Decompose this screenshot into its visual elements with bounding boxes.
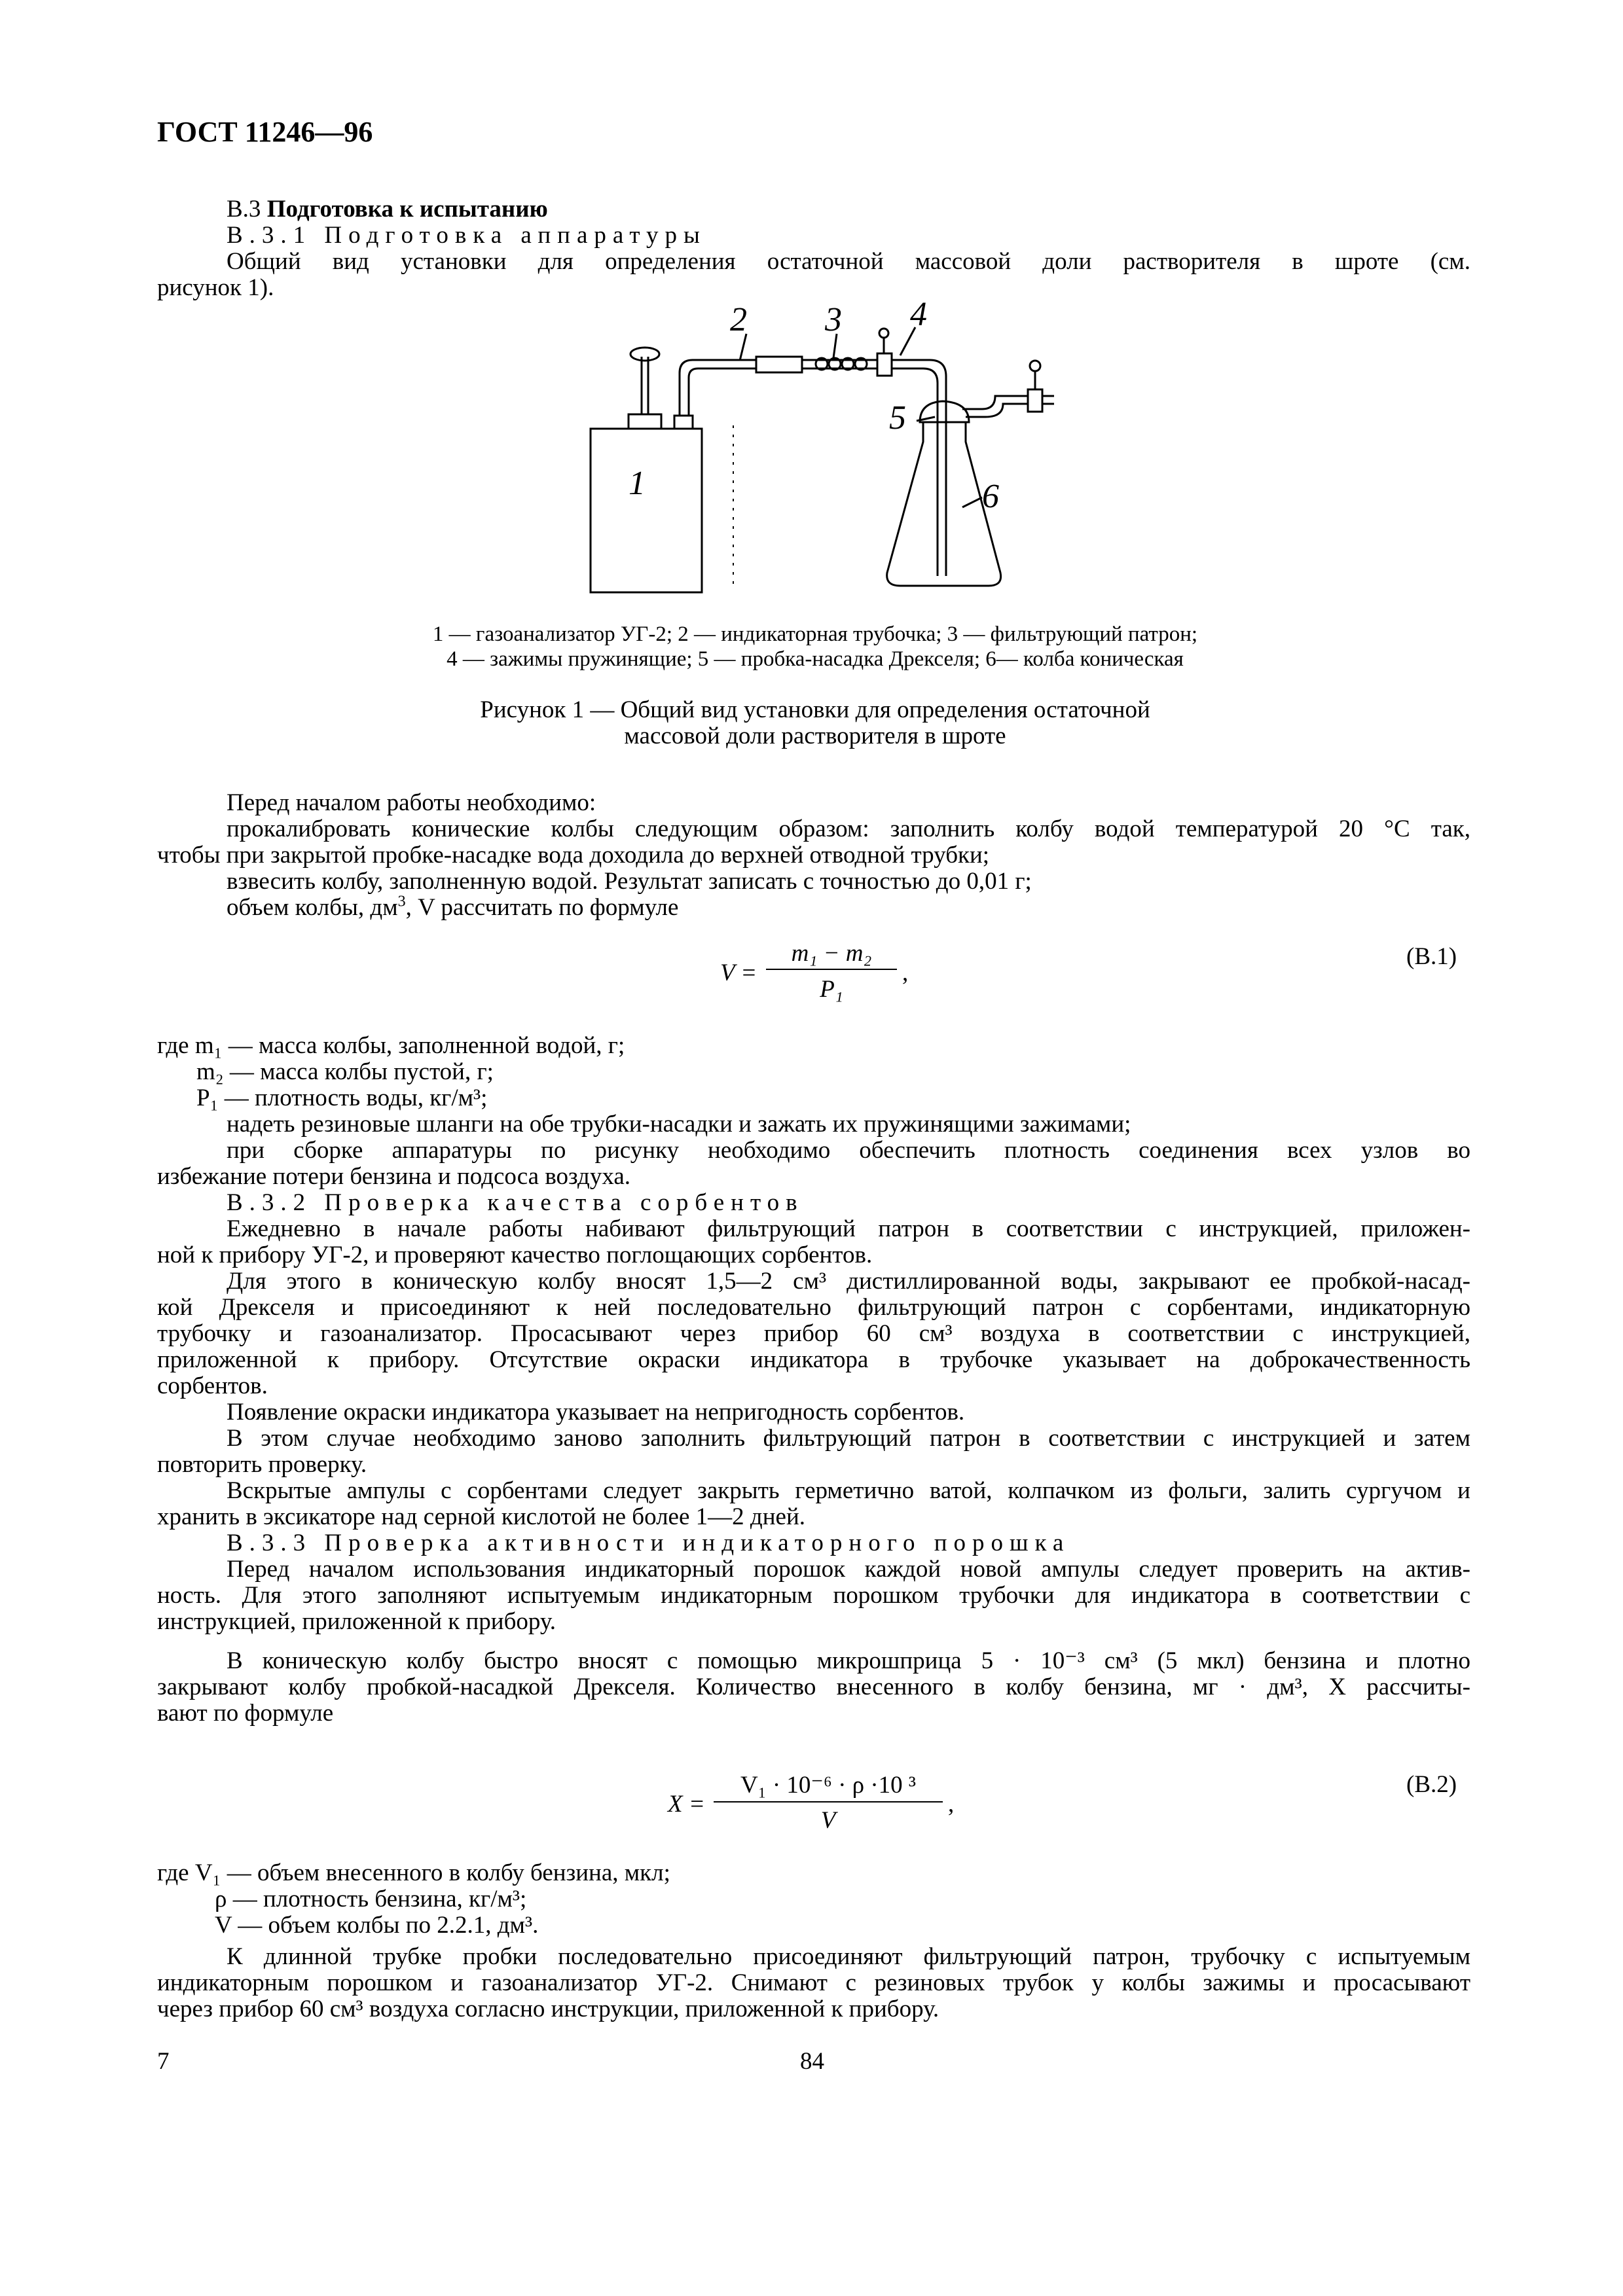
footer-left-number: 7	[157, 2048, 170, 2075]
definition-line: P₁ — плотность воды, кг/м³;	[196, 1085, 488, 1111]
formula-numerator: m₁ − m₂	[791, 940, 872, 967]
paragraph: Появление окраски индикатора указывает на непригодность сорбентов.	[227, 1399, 965, 1426]
figure-label-5: 5	[889, 399, 906, 437]
figure-caption	[157, 697, 1473, 749]
formula-comma: ,	[948, 1791, 955, 1818]
definition-line: m₂ — масса колбы пустой, г;	[196, 1058, 494, 1085]
text-run: объем колбы, дм	[227, 894, 398, 921]
subsection-heading-b32: В.3.2 Проверка качества сорбентов	[227, 1189, 804, 1216]
paragraph: приложенной к прибору. Отсутствие окраски индикатора в трубочке указывает на доброкачественность	[157, 1346, 1470, 1373]
paragraph: хранить в эксикаторе над серной кислотой не более 1—2 дней.	[157, 1503, 806, 1530]
definition-line: где V₁ — объем внесенного в колбу бензина, мкл;	[157, 1859, 670, 1886]
text-run: , V рассчитать по формуле	[405, 894, 679, 921]
paragraph: Перед началом использования индикаторный порошок каждой новой ампулы следует проверить на актив-	[227, 1556, 1470, 1583]
caption-line: массовой доли растворителя в шроте	[624, 723, 1006, 749]
subsection-heading-b31: В.3.1 Подготовка аппаратуры	[227, 222, 706, 249]
paragraph: сорбентов.	[157, 1372, 268, 1399]
clamp-side	[1028, 389, 1042, 412]
definition-line: где m₁ — масса колбы, заполненной водой, г;	[157, 1032, 625, 1059]
paragraph: индикаторным порошком и газоанализатор УГ-2. Снимают с резиновых трубок у колбы зажимы и просасывают	[157, 1969, 1470, 1996]
paragraph: взвесить колбу, заполненную водой. Результат записать с точностью до 0,01 г;	[227, 868, 1032, 895]
formula-numerator: V₁ · 10⁻⁶ · ρ ·10 ³	[740, 1772, 917, 1799]
paragraph: ность. Для этого заполняют испытуемым индикаторным порошком трубочки для индикатора в соответствии с	[157, 1582, 1470, 1609]
formula-denominator: V	[820, 1807, 836, 1834]
paragraph: повторить проверку.	[157, 1451, 367, 1478]
figure-label-3: 3	[825, 301, 842, 338]
caption-line: Рисунок 1 — Общий вид установки для определения остаточной	[480, 696, 1150, 723]
figure-label-4: 4	[910, 298, 927, 333]
document-header: ГОСТ 11246—96	[157, 116, 373, 148]
paragraph: при сборке аппаратуры по рисунку необходимо обеспечить плотность соединения всех узлов во	[227, 1137, 1470, 1164]
fraction-bar	[766, 969, 897, 970]
intro-line: рисунок 1).	[157, 274, 274, 301]
definition-line: ρ — плотность бензина, кг/м³;	[215, 1886, 527, 1912]
paragraph: Для этого в коническую колбу вносят 1,5—2 см³ дистиллированной воды, закрывают ее пробкой-насад-	[227, 1268, 1470, 1295]
paragraph: прокалибровать конические колбы следующим образом: заполнить колбу водой температурой 20 °С так,	[227, 816, 1470, 842]
definition-line: V — объем колбы по 2.2.1, дм³.	[215, 1912, 539, 1939]
formula-number: (В.2)	[1406, 1771, 1457, 1798]
paragraph	[227, 895, 678, 921]
legend-line: 4 — зажимы пружинящие; 5 — пробка-насадка Дрекселя; 6— колба коническая	[447, 647, 1184, 671]
figure-label-6: 6	[982, 478, 999, 515]
subsection-heading-b33: В.3.3 Проверка активности индикаторного порошка	[227, 1530, 1070, 1556]
formula-lhs: V =	[720, 960, 757, 986]
paragraph: избежание потери бензина и подсоса воздуха.	[157, 1163, 631, 1190]
section-title: Подготовка к испытанию	[266, 196, 548, 223]
formula-lhs: X =	[668, 1791, 705, 1818]
formula-denominator: P₁	[820, 976, 843, 1003]
paragraph: В этом случае необходимо заново заполнить фильтрующий патрон в соответствии с инструкцией и затем	[227, 1425, 1470, 1452]
section-heading-b3	[227, 196, 548, 223]
paragraph: чтобы при закрытой пробке-насадке вода доходила до верхней отводной трубки;	[157, 842, 990, 869]
paragraph: ной к прибору УГ-2, и проверяют качество поглощающих сорбентов.	[157, 1242, 873, 1268]
paragraph: трубочку и газоанализатор. Просасывают через прибор 60 см³ воздуха в соответствии с инструкцией,	[157, 1320, 1470, 1347]
clamp-4	[877, 353, 892, 376]
paragraph: К длинной трубке пробки последовательно присоединяют фильтрующий патрон, трубочку с испытуемым	[227, 1943, 1470, 1970]
figure-label-1: 1	[629, 465, 646, 502]
figure-label-2: 2	[730, 301, 747, 338]
fraction-bar	[714, 1801, 943, 1803]
legend-line: 1 — газоанализатор УГ-2; 2 — индикаторная трубочка; 3 — фильтрующий патрон;	[432, 622, 1198, 646]
paragraph: надеть резиновые шланги на обе трубки-насадки и зажать их пружинящими зажимами;	[227, 1111, 1131, 1138]
superscript: 3	[397, 893, 406, 910]
paragraph: вают по формуле	[157, 1700, 334, 1727]
analyzer-top	[629, 414, 661, 429]
paragraph: через прибор 60 см³ воздуха согласно инструкции, приложенной к прибору.	[157, 1996, 939, 2022]
paragraph: инструкцией, приложенной к прибору.	[157, 1608, 556, 1635]
paragraph: Ежедневно в начале работы набивают фильтрующий патрон в соответствии с инструкцией, приложен-	[227, 1215, 1470, 1242]
figure-legend	[157, 622, 1473, 672]
page-number: 84	[800, 2048, 824, 2075]
gas-analyzer-body	[591, 429, 702, 592]
intro-line: Общий вид установки для определения остаточной массовой доли растворителя в шроте (см.	[227, 248, 1470, 275]
apparatus-figure	[576, 298, 1074, 605]
formula-number: (В.1)	[1406, 943, 1457, 970]
paragraph: кой Дрекселя и присоединяют к ней последовательно фильтрующий патрон с сорбентами, индикаторную	[157, 1294, 1470, 1321]
pump-handle	[630, 348, 659, 361]
paragraph: Перед началом работы необходимо:	[227, 789, 596, 816]
formula-comma: ,	[902, 960, 909, 986]
section-number: В.3	[227, 196, 261, 223]
indicator-tube	[756, 357, 802, 372]
paragraph: закрывают колбу пробкой-насадкой Дрекселя. Количество внесенного в колбу бензина, мг · дм³, X рассчиты-	[157, 1674, 1470, 1700]
paragraph: В коническую колбу быстро вносят с помощью микрошприца 5 · 10⁻³ см³ (5 мкл) бензина и плотно	[227, 1647, 1470, 1674]
paragraph: Вскрытые ампулы с сорбентами следует закрыть герметично ватой, колпачком из фольги, залить сургучом и	[227, 1477, 1470, 1504]
